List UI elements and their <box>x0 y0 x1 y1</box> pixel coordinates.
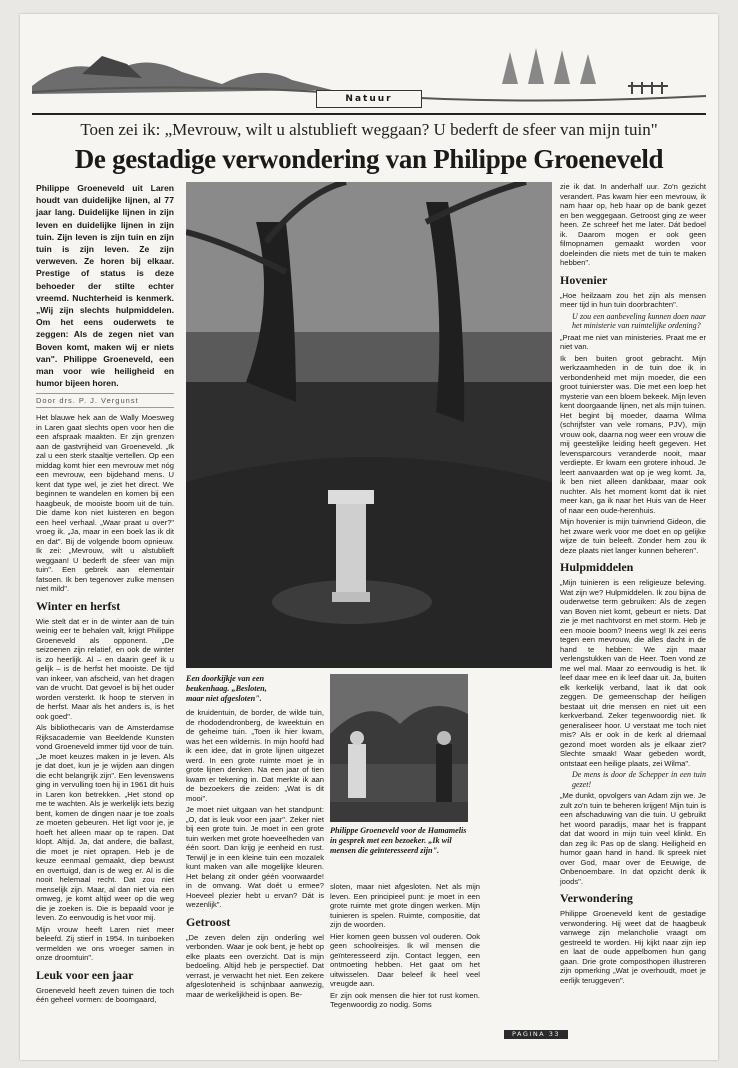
article-headline: De gestadige verwondering van Philippe Groeneveld <box>74 144 664 174</box>
paragraph: „De zeven delen zijn onderling wel verbonden. Waar je ook bent, je hebt op elke plaats een overzicht. Dat is mijn bedoeling. Altijd heb je perspectief. Dat verrast, je verwacht het niet. Een zekere afgeslotenheid is schijnbaar aanwezig, maar de werkelijkheid is open. Be- <box>186 932 324 999</box>
paragraph: Als bibliothecaris van de Amsterdamse Rijksacademie van Beeldende Kunsten vond Groeneveld immer tijd voor de tuin. „Je moet keuzes maken in je leven. Als je dat doet, kun je je wijden aan dingen die echt belangrijk zijn". Een levenswens ging in vervulling toen hij in 1961 dit huis in Laren kon betrekken. „Het stond op me te wachten. Als je werkelijk iets bezig bent, komen de dingen naar je toe zoals ze moeten gebeuren. Het ligt voor je, je hoeft het alleen maar op te rapen. Dat klopt. Altijd. Ja, dat andere, die ballast, die moet je niet oprapen. Heb je de keuze eenmaal gemaakt, diep bewust en overtuigd, dan is de weg er. Al is die nooit helemaal recht. Dat zou niet menselijk zijn. Maar, al dan niet via een omweg, je komt altijd weer op die weg die je zoeken is. Die is bepaald voor je leven. Zo eenvoudig is het voor mij. <box>36 723 174 923</box>
column-2 <box>186 708 324 1001</box>
article-kicker: Toen zei ik: „Mevrouw, wilt u alstublieft weggaan? U bederft de sfeer van mijn tuin" <box>80 120 658 139</box>
paragraph: Groeneveld heeft zeven tuinen die toch één geheel vormen: de boomgaard, <box>36 985 174 1005</box>
paragraph: Mijn vrouw heeft Laren niet meer beleefd. Zij stierf in 1954. In tuinboeken vermelden we ons vroeger samen in onze droomtuin". <box>36 924 174 963</box>
photo-caption: Een doorkijkje van een beukenhaag. „Besloten, maar niet afgesloten". <box>186 674 267 703</box>
paragraph: de kruidentuin, de border, de wilde tuin, de rhododendronberg, de kweektuin en de geheime tuin. „Toen ik hier kwam, was het een wildernis. In mijn hoofd had ik een idee, dat in grote lijnen uitgezet werd. In een grote ruimte moet je in grote lijnen denken. Na een jaar of tien kwam er tekening in. Dat merkte ik aan de bezoekers die zeiden: „Wat is dit mooi". <box>186 708 324 803</box>
intro-paragraph: Philippe Groeneveld uit Laren houdt van duidelijke lijnen, al 77 jaar lang. Duidelijke lijnen in zijn leven en duidelijke lijnen in zijn tuin. Zijn leven is zijn tuin en zijn tuin is zijn leven. Ze zijn verweven. Ze horen bij elkaar. Prestige of status is deze behoeder der stilte echter vreemd. Nuchterheid is kenmerk. „Wij zijn slechts hulpmiddelen. Om het eens ouderwets te zeggen: Als de zegen niet van Boven komt, maken wij er niets van". Philippe Groeneveld, een man voor wie heiligheid en humor bijeen horen. <box>36 183 174 389</box>
subhead-hovenier: Hovenier <box>560 272 608 287</box>
paragraph: Wie stelt dat er in de winter aan de tuin weinig eer te behalen valt, krijgt Philippe Groeneveld als opponent. „De seizoenen zijn relatief, en ook de winter is zo heerlijk. Al – en daarin geef ik u gelijk – is de herfst het mooiste. De tijd van inkeer, van afscheid, van het dragen van de vrucht. Dat gevoel is bij het ouder worden versterkt. Ik hoop te sterven in de herfst. Maar als het anders is, is het ook goed". <box>36 616 174 721</box>
subhead-leuk: Leuk voor een jaar <box>36 967 134 982</box>
column-1 <box>36 182 174 1007</box>
byline: Door drs. P. J. Vergunst <box>36 393 174 408</box>
newspaper-page <box>20 14 718 1060</box>
subhead-getroost: Getroost <box>186 914 231 929</box>
subhead-winter: Winter en herfst <box>36 598 121 613</box>
photo-caption-2: Philippe Groeneveld voor de Hamamelis in gesprek met een bezoeker. „Ik wil mensen die geïnteresseerd zijn". <box>330 826 467 855</box>
paragraph: „Mijn tuinieren is een religieuze beleving. Wat zijn we? Hulpmiddelen. Ik zou bijna de ouderwetse term gebruiken: Als de zegen van Boven niet komt, gebeurt er niets. Dat zie je met nachtvorst en met storm. Heb je een mooie boom? Ineens weg! Ik zei eens tegen een mevrouw, die alles dacht in de hand te hebben: We zijn maar verlengstukken van de Heer. Toen vond ze me wel mal. Maar zo eenvoudig is het. Ik leef daar mee en ik leef daar uit. Ja, buiten elk kerkelijk verband, laat ik dat ook zeggen. De gemeenschap der heiligen bestaat uit drie mensen en niet uit een kerkverband. Zeker tegenwoordig niet. Ik generaliseer hoor. U verstaat me toch niet mis? Als er ook in de kerk al driemaal gezond moet worden als je elkaar ziet? Slechte smaak! Waar gebeden wordt, ontstaat een heilige plaats, zei Wilma". <box>560 578 706 768</box>
paragraph: Hier komen geen bussen vol ouderen. Ook geen schoolreisjes. Ik wil mensen die geïnteresseerd zijn. Contact leggen, een ontmoeting hebben. Het gaat om het uitwisselen. Daar beleef ik heel veel vreugde aan. <box>330 931 480 988</box>
subhead-verwondering: Verwondering <box>560 891 633 905</box>
paragraph: sloten, maar niet afgesloten. Net als mijn leven. Een principieel punt: je moet in een grote ruimte met grote dingen werken. Mijn tuinieren is spelen. Ruimte, compositie, dat zijn de woorden. <box>330 882 480 929</box>
fence-illustration <box>628 82 668 94</box>
paragraph: „Me dunkt, opvolgers van Adam zijn we. Je zult zo'n tuin te beheren krijgen! Mijn tuin is een afschaduwing van die tuin. U gebruikt het woord paradijs, maar het is frappant dat dat woord in mijn tuin veel klinkt. En dan zeg ik: Pas op de slang. Heiligheid en humor gaan hand in hand. Ik spreek niet over God, maar over de Eeuwige, de Onbenoembare. In dat opzicht denk ik joods". <box>560 791 706 886</box>
section-label: Natuur <box>316 90 422 108</box>
column-4 <box>560 182 706 987</box>
paragraph: Je moet niet uitgaan van het standpunt: „O, dat is leuk voor een jaar". Zeker niet bij een grote tuin. Je moet in een grote tuin werken met grote hoeveelheden van één soort. Dan krijg je eenheid en rust. Terwijl je in een kleine tuin een mozaïek kunt maken van alle mogelijke kleuren. Het belang zit onder géén voorwaarde! in de omvang. Wat doét u ermee? Hoeveel plezier hebt u ervan? Dát is wezenlijk". <box>186 805 324 909</box>
paragraph: „Hoe heilzaam zou het zijn als mensen meer tijd in hun tuin doorbrachten". <box>560 290 706 309</box>
subhead-hulpmiddelen: Hulpmiddelen <box>560 560 634 574</box>
paragraph: „Praat me niet van ministeries. Praat me er niet van. <box>560 332 706 351</box>
interview-question: U zou een aanbeveling kunnen doen naar het ministerie van ruimtelijke ordening? <box>572 311 706 330</box>
paragraph: Het blauwe hek aan de Wally Moesweg in Laren gaat slechts open voor hen die een afspraak maakten. Er zijn grenzen aan de gastvrijheid van Groeneveld. „Ik zal u een sterk staaltje vertellen. Op een middag komt hier een mevrouw met nóg een mevrouw, een bijdehand mens. U kent dat type wel, je ziet het direct. We beginnen te wandelen en komen bij een haagbeuk, de mooiste boom uit de tuin. Die dame kon niet luisteren en begon een heel verhaal. „Waar praat u over?" vroeg ik. „Ja, maar in een boek las ik dit en dat". Bij de volgende boom opnieuw. Ik zei: „Mevrouw, wilt u alstublieft weggaan! U bederft de sfeer van mijn tuin". Een gebrek aan elementair fatsoen. Ik ben tegenover zulke mensen niet mild". <box>36 413 174 594</box>
page-number-tag: PAGINA 33 <box>504 1030 568 1039</box>
header-rule <box>32 113 706 115</box>
trees-illustration <box>502 48 596 84</box>
column-3 <box>330 882 480 1012</box>
paragraph: Philippe Groeneveld kent de gestadige verwondering. Hij weet dat de haagbeuk vanwege zijn melancholie vraagt om gestreeld te worden. Hij kijkt naar zijn iep en laat de oude appelbomen hun gang gaan. Drie grote composthopen illustreren zijn opmerking „Wat je overhoudt, moet je eerlijk teruggeven". <box>560 909 706 985</box>
man-with-visitor-photo <box>330 674 468 822</box>
interview-question: De mens is door de Schepper in een tuin gezet! <box>572 770 706 789</box>
paragraph: zie ik dat. In anderhalf uur. Zo'n gezicht verandert. Pas kwam hier een mevrouw, ik nam haar op, heb haar op de bank gezet en ben weggegaan. Getroost ging ze weer heen. Ze schreef het me later. Dát bedoel ik. Daarom mogen er ook geen filmopnamen gemaakt worden voor doeleinden die niets met de tuin te maken hebben". <box>560 182 706 267</box>
paragraph: Mijn hovenier is mijn tuinvriend Gideon, die het zware werk voor me doet en op gelijke wijze de tuin beleeft. Zonder hem zou ik deze plaats niet langer kunnen beheren". <box>560 517 706 555</box>
garden-sundial-photo <box>186 182 552 668</box>
paragraph: Ik ben buiten groot gebracht. Mijn werkzaamheden in de tuin doe ik in verbondenheid met mijn moeder, die een groot tuinierster was. Die met een loep het mysterie van een bloem bekeek. Mijn leven kent doorgaande lijnen, net als mijn tuinen. Het begint bij moeder, daarna Wilma (schrijfster van vele romans, PJV), mijn vrouw ook, daarna nog weer een vrouw die mij geestelijke leiding heeft gegeven. Het levensparcours veranderde nooit, maar verdiepte. Er kwam een grotere inhoud. Je leert aanvaarden wat op je weg komt. Ja, ik ben niet alleen dankbaar, maar ook nuchter. Als het moment komt dat ik niet meer kan, ga ik naar het Huis van de Heer of naar een oude-herenhuis. <box>560 353 706 515</box>
paragraph: Er zijn ook mensen die hier tot rust komen. Tegenwoordig zo nodig. Soms <box>330 990 480 1009</box>
